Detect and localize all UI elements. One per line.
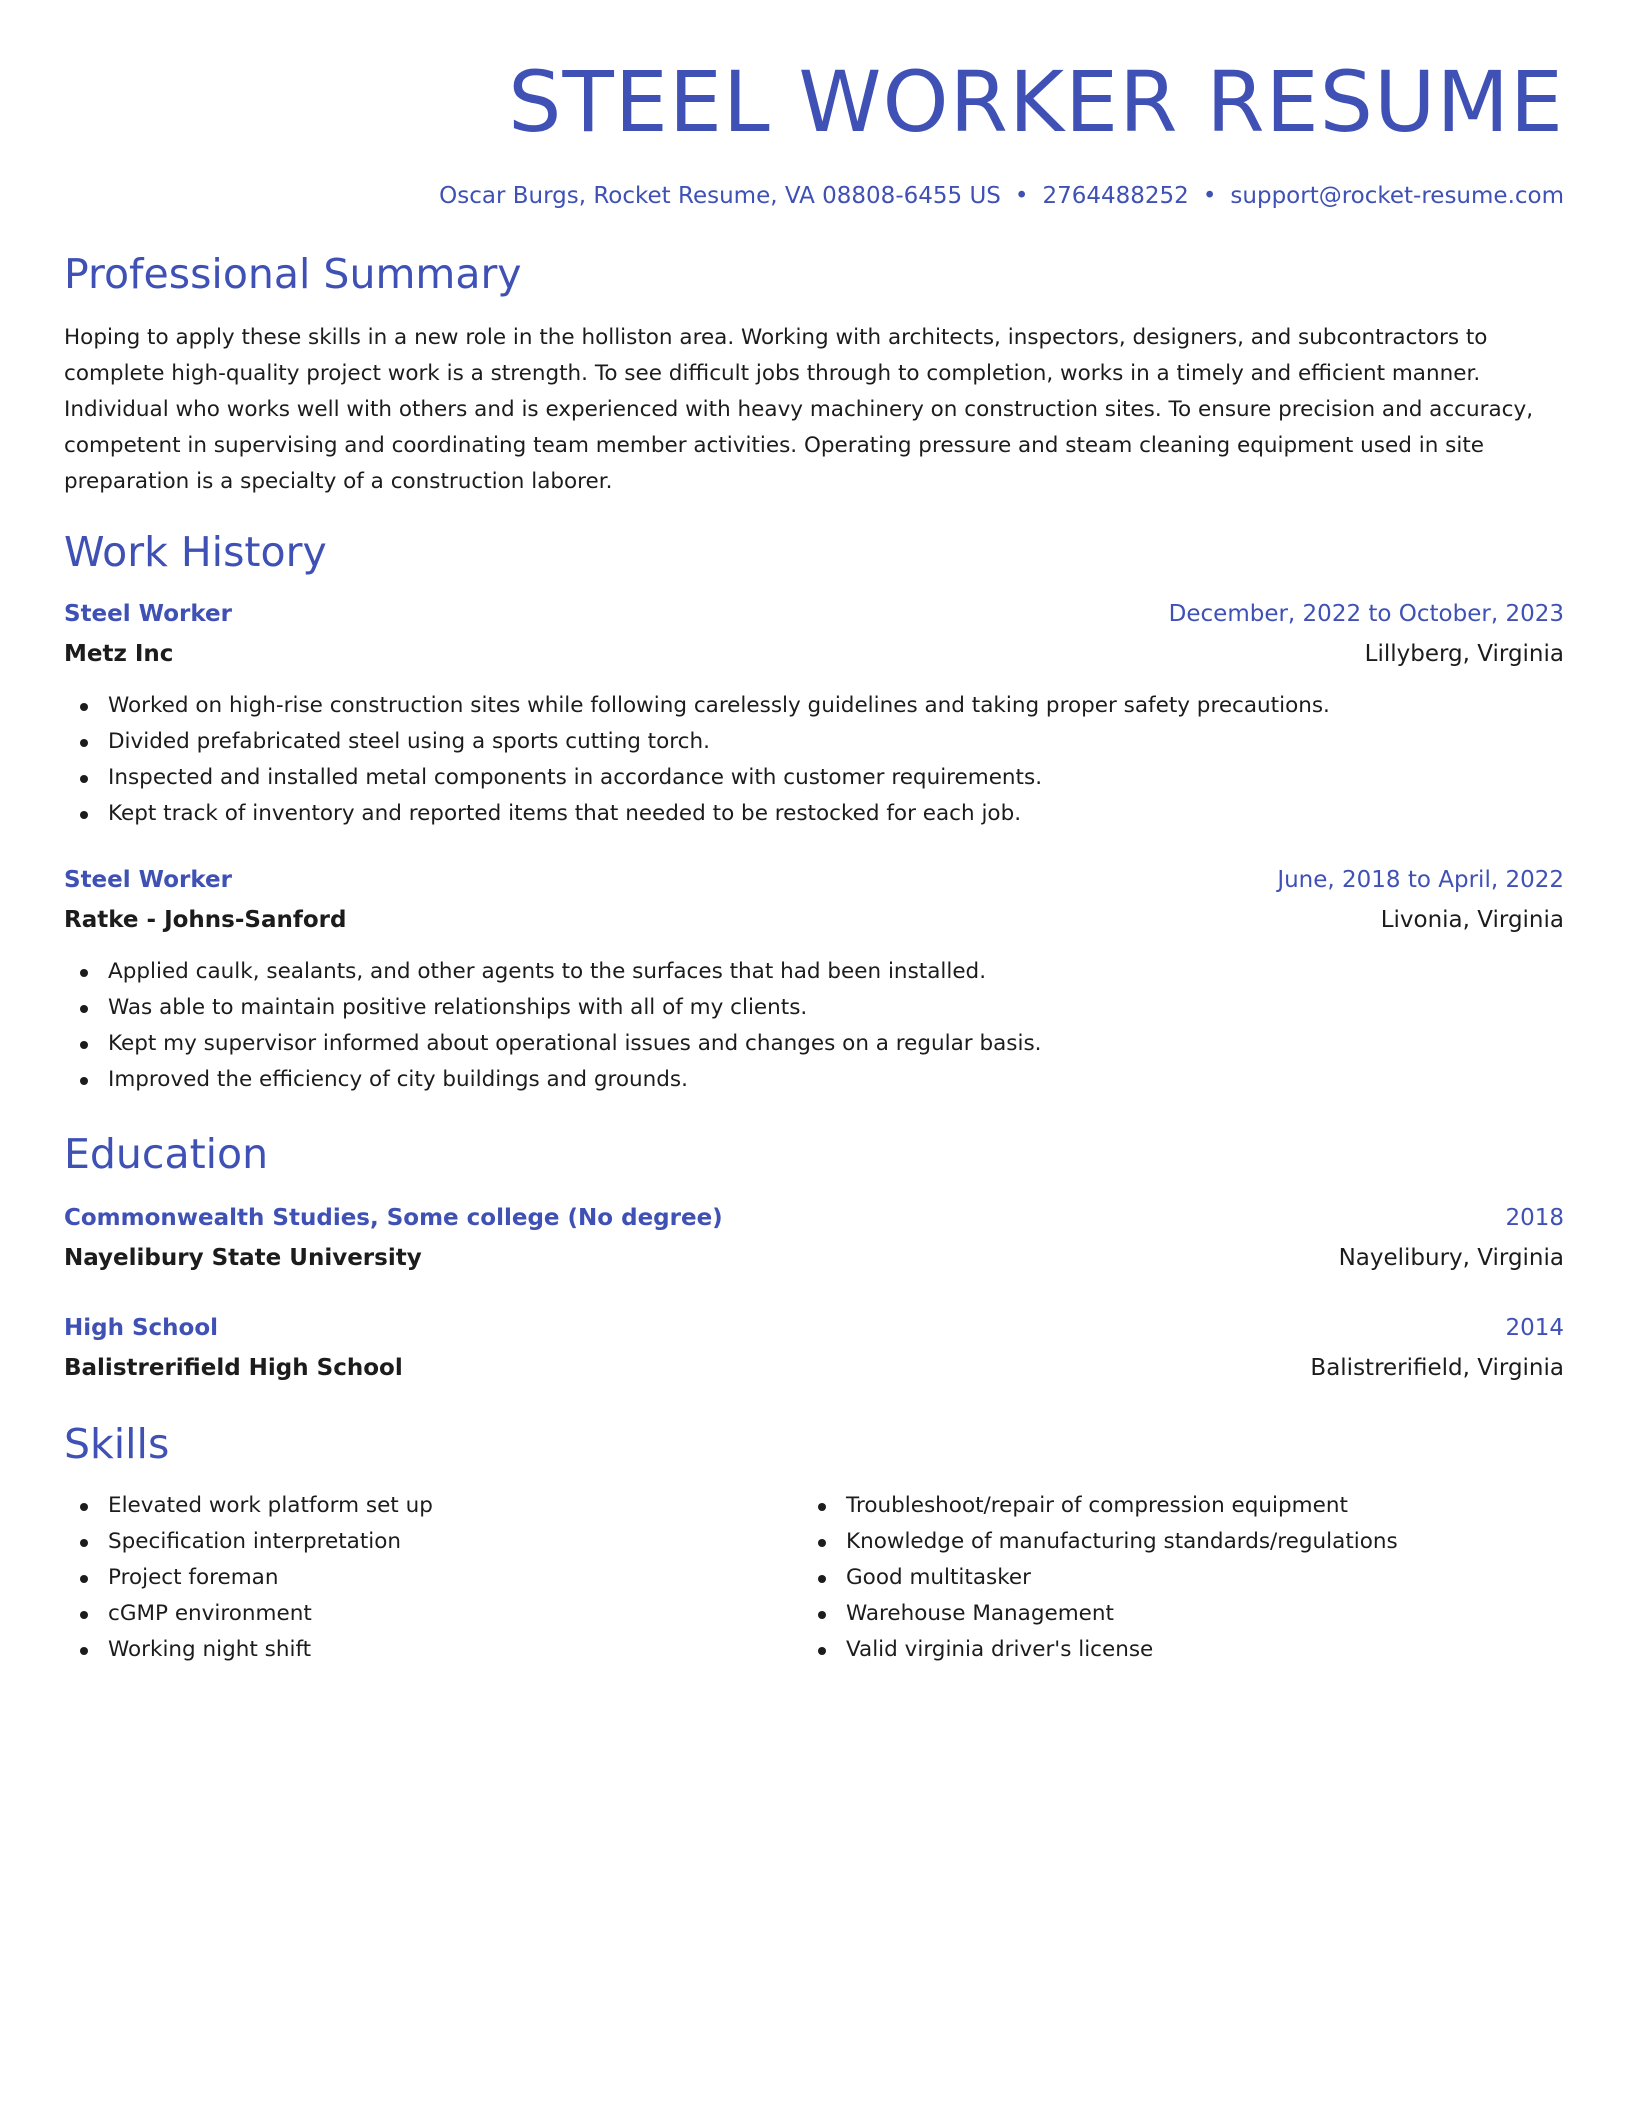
skill-item: Elevated work platform set up	[64, 1488, 802, 1524]
education-year: 2018	[1505, 1205, 1564, 1231]
skill-item: Specification interpretation	[64, 1524, 802, 1560]
skill-item: Troubleshoot/repair of compression equipment	[802, 1488, 1540, 1524]
job-company: Ratke - Johns-Sanford	[64, 907, 347, 933]
job-title-row	[64, 860, 1564, 900]
job-location: Lillyberg, Virginia	[1364, 641, 1564, 667]
education-year: 2014	[1505, 1315, 1564, 1341]
job-company-row	[64, 900, 1564, 940]
education-degree: Commonwealth Studies, Some college (No degree)	[64, 1205, 723, 1231]
contact-line	[64, 180, 1564, 212]
job-location: Livonia, Virginia	[1380, 907, 1564, 933]
job-bullet: Applied caulk, sealants, and other agents to the surfaces that had been installed.	[64, 954, 1564, 990]
summary-text: Hoping to apply these skills in a new role in the holliston area. Working with architects, inspectors, designers, and subcontractors to complete high-quality project work is a strength. To see difficult jobs through to completion, works in a timely and efficient manner. Individual who works well with others and is experienced with heavy machinery on construction sites. To ensure precision and accuracy, competent in supervising and coordinating team member activities. Operating pressure and steam cleaning equipment used in site preparation is a specialty of a construction laborer.	[64, 325, 1534, 494]
skill-item: Warehouse Management	[802, 1596, 1540, 1632]
job-bullet: Worked on high-rise construction sites while following carelessly guidelines and taking proper safety precautions.	[64, 688, 1564, 724]
education-heading: Education	[64, 1130, 269, 1178]
job-dates: June, 2018 to April, 2022	[1277, 867, 1564, 893]
education-entry	[64, 1308, 1564, 1388]
education-school-row	[64, 1348, 1564, 1388]
education-location: Balistrerifield, Virginia	[1310, 1355, 1564, 1381]
education-school-row	[64, 1238, 1564, 1278]
job-bullet: Inspected and installed metal components in accordance with customer requirements.	[64, 760, 1564, 796]
resume-page	[64, 52, 1564, 1668]
job-bullet: Divided prefabricated steel using a sports cutting torch.	[64, 724, 1564, 760]
contact-separator: •	[1202, 183, 1217, 209]
resume-title: STEEL WORKER RESUME	[508, 53, 1564, 151]
education-school: Nayelibury State University	[64, 1245, 422, 1271]
education-degree: High School	[64, 1315, 219, 1341]
job-bullet: Was able to maintain positive relationships with all of my clients.	[64, 990, 1564, 1026]
education-degree-row	[64, 1308, 1564, 1348]
job-bullets	[64, 688, 1564, 832]
job-bullets	[64, 954, 1564, 1098]
skill-item: Good multitasker	[802, 1560, 1540, 1596]
skills-column-left	[64, 1488, 802, 1668]
job-bullet: Improved the efficiency of city buildings and grounds.	[64, 1062, 1564, 1098]
summary-section	[64, 248, 1564, 500]
job-company-row	[64, 634, 1564, 674]
skill-item: Project foreman	[64, 1560, 802, 1596]
resume-header	[64, 52, 1564, 212]
work-history-heading: Work History	[64, 528, 327, 576]
education-degree-row	[64, 1198, 1564, 1238]
contact-address: Oscar Burgs, Rocket Resume, VA 08808-6455 US	[439, 183, 1001, 209]
skill-item: Valid virginia driver's license	[802, 1632, 1540, 1668]
skills-column-right	[802, 1488, 1540, 1668]
education-location: Nayelibury, Virginia	[1338, 1245, 1564, 1271]
education-section	[64, 1128, 1564, 1388]
contact-phone: 2764488252	[1042, 183, 1189, 209]
job-dates: December, 2022 to October, 2023	[1168, 601, 1564, 627]
job-title: Steel Worker	[64, 601, 232, 627]
job-entry	[64, 860, 1564, 1098]
skill-item: Knowledge of manufacturing standards/regulations	[802, 1524, 1540, 1560]
job-title-row	[64, 594, 1564, 634]
skills-grid	[64, 1488, 1564, 1668]
job-bullet: Kept track of inventory and reported items that needed to be restocked for each job.	[64, 796, 1564, 832]
contact-separator: •	[1014, 183, 1029, 209]
work-history-section	[64, 526, 1564, 1098]
job-title: Steel Worker	[64, 867, 232, 893]
job-bullet: Kept my supervisor informed about operational issues and changes on a regular basis.	[64, 1026, 1564, 1062]
job-company: Metz Inc	[64, 641, 174, 667]
skill-item: Working night shift	[64, 1632, 802, 1668]
summary-heading: Professional Summary	[64, 250, 522, 298]
education-entry	[64, 1198, 1564, 1278]
job-entry	[64, 594, 1564, 832]
contact-email: support@rocket-resume.com	[1230, 183, 1564, 209]
skills-heading: Skills	[64, 1420, 170, 1468]
skills-section	[64, 1418, 1564, 1668]
skill-item: cGMP environment	[64, 1596, 802, 1632]
education-school: Balistrerifield High School	[64, 1355, 403, 1381]
